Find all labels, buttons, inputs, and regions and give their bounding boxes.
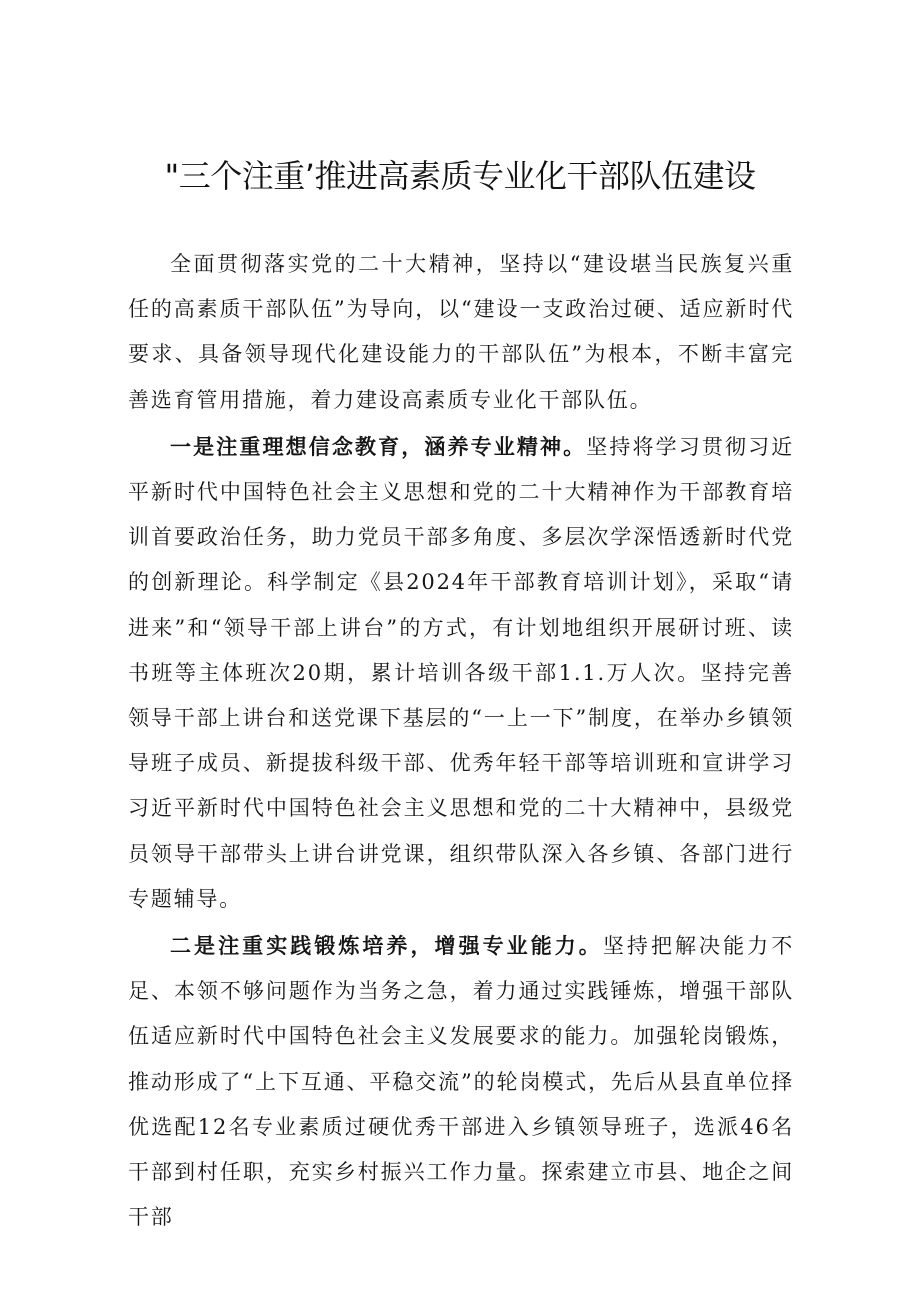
intro-paragraph xyxy=(128,242,794,423)
paragraph-text: 全面贯彻落实党的二十大精神，坚持以“建设堪当民族复兴重任的高素质干部队伍”为导向，以“建设一支政治过硬、适应新时代要求、具备领导现代化建设能力的干部队伍”为根本，不断丰富完善选育管用措施，着力建设高素质专业化干部队伍。 xyxy=(128,252,794,412)
section-one-paragraph xyxy=(128,425,794,922)
paragraph-text: 坚持把解决能力不足、本领不够问题作为当务之急，着力通过实践锤炼，增强干部队伍适应新时代中国特色社会主义发展要求的能力。加强轮岗锻炼，推动形成了“上下互通、平稳交流”的轮岗模式，先后从县直单位择优选配12名专业素质过硬优秀干部进入乡镇领导班子，选派46名干部到村任职，充实乡村振兴工作力量。探索建立市县、地企之间干部 xyxy=(128,934,794,1230)
document-body xyxy=(128,242,794,1242)
document-title: "三个注重’推进高素质专业化干部队伍建设 xyxy=(164,157,756,195)
section-two-heading: 二是注重实践锻炼培养，增强专业能力。 xyxy=(170,934,603,959)
paragraph-text: 坚持将学习贯彻习近平新时代中国特色社会主义思想和党的二十大精神作为干部教育培训首要政治任务，助力党员干部多角度、多层次学深悟透新时代党的创新理论。科学制定《县2024年干部教育培训计划》，采取“请进来”和“领导干部上讲台”的方式，有计划地组织开展研讨班、读书班等主体班次20期，累计培训各级干部1.1.万人次。坚持完善领导干部上讲台和送党课下基层的“一上一下”制度，在举办乡镇领导班子成员、新提拔科级干部、优秀年轻干部等培训班和宣讲学习习近平新时代中国特色社会主义思想和党的二十大精神中，县级党员领导干部带头上讲台讲党课，组织带队深入各乡镇、各部门进行专题辅导。 xyxy=(128,434,794,911)
section-two-paragraph xyxy=(128,924,794,1240)
section-one-heading: 一是注重理想信念教育，涵养专业精神。 xyxy=(170,434,587,459)
